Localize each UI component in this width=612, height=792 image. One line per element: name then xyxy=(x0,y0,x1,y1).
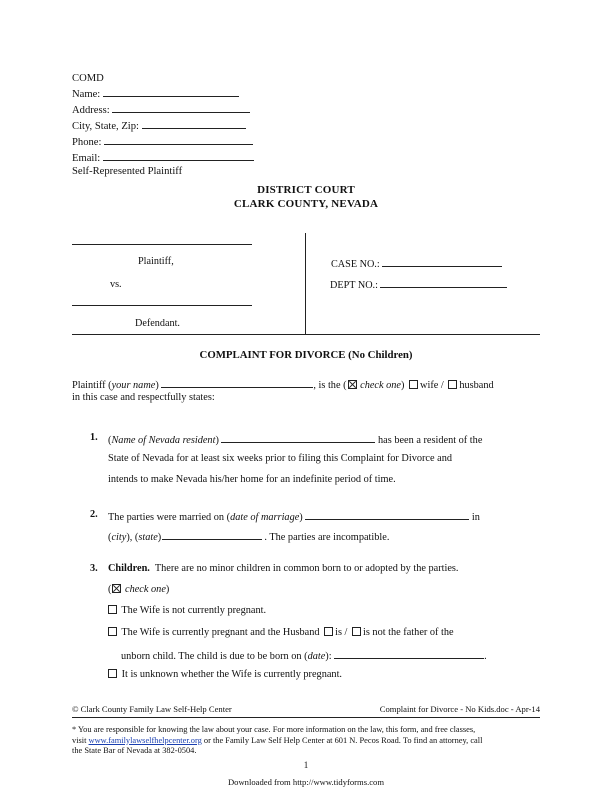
resident-name-line[interactable] xyxy=(221,432,375,443)
not-pregnant-checkbox[interactable] xyxy=(108,605,117,614)
filer-role: Self-Represented Plaintiff xyxy=(72,166,183,178)
phone-line[interactable] xyxy=(104,134,253,145)
document-title: COMPLAINT FOR DIVORCE (No Children) xyxy=(199,349,413,361)
footer-left: © Clark County Family Law Self-Help Center xyxy=(72,704,232,714)
item-3-check-hint: ( check one) xyxy=(108,584,170,595)
is-father-checkbox[interactable] xyxy=(324,627,333,636)
due-date-line[interactable] xyxy=(334,648,484,659)
address-field[interactable]: Address: xyxy=(72,102,254,118)
plaintiff-label: Plaintiff, xyxy=(138,256,174,267)
children-heading: Children. xyxy=(108,563,150,574)
city-line[interactable] xyxy=(162,529,262,540)
footer-rule xyxy=(72,717,540,718)
plaintiff-line[interactable] xyxy=(72,244,252,245)
dept-no-line[interactable] xyxy=(380,277,507,288)
city-state-zip-line[interactable] xyxy=(142,118,246,129)
defendant-label: Defendant. xyxy=(135,318,180,329)
vs-label: vs. xyxy=(110,279,122,290)
item-2-line-2: (city), (state) . The parties are incompatible. xyxy=(108,529,389,543)
caption-bottom-rule xyxy=(72,334,540,335)
defendant-line[interactable] xyxy=(72,305,252,306)
checked-box-icon xyxy=(112,584,121,593)
unknown-pregnancy-checkbox[interactable] xyxy=(108,669,117,678)
footer-note: * You are responsible for knowing the law about your case. For more information on the law, this form, and free classes, visit www.familylawselfhelpcenter.org or the Family Law Self Help Center at 601 N. Pecos Road. To find an attorney, call the State Bar of Nevada at 382-0504. xyxy=(72,725,483,756)
item-2-line-1: The parties were married on (date of marriage) in xyxy=(108,509,480,523)
option-pregnant[interactable]: The Wife is currently pregnant and the Husband is / is not the father of the xyxy=(106,627,454,638)
court-name: DISTRICT COURT xyxy=(257,184,355,196)
item-3-number: 3. xyxy=(90,563,98,574)
husband-checkbox[interactable] xyxy=(448,380,457,389)
item-3-line-1: Children. There are no minor children in common born to or adopted by the parties. xyxy=(108,563,459,574)
name-field[interactable]: Name: xyxy=(72,86,254,102)
marriage-date-line[interactable] xyxy=(305,509,469,520)
dept-no-field[interactable]: DEPT NO.: xyxy=(330,277,507,291)
checked-box-icon xyxy=(348,380,357,389)
is-not-father-checkbox[interactable] xyxy=(352,627,361,636)
email-line[interactable] xyxy=(103,150,254,161)
pregnant-checkbox[interactable] xyxy=(108,627,117,636)
your-name-line[interactable] xyxy=(161,377,313,388)
option-unknown[interactable]: It is unknown whether the Wife is currently pregnant. xyxy=(106,669,342,680)
court-county: CLARK COUNTY, NEVADA xyxy=(233,198,379,210)
form-code: COMD xyxy=(72,73,104,84)
option-not-pregnant[interactable]: The Wife is not currently pregnant. xyxy=(106,605,266,616)
intro-line-2: in this case and respectfully states: xyxy=(72,392,215,403)
wife-checkbox[interactable] xyxy=(409,380,418,389)
case-no-line[interactable] xyxy=(382,256,502,267)
option-pregnant-line-2: unborn child. The child is due to be born on (date): . xyxy=(121,648,487,662)
case-no-field[interactable]: CASE NO.: xyxy=(331,256,502,270)
address-line[interactable] xyxy=(112,102,250,113)
page-number: 1 xyxy=(303,760,309,770)
phone-field[interactable]: Phone: xyxy=(72,134,254,150)
city-state-zip-field[interactable]: City, State, Zip: xyxy=(72,118,254,134)
download-notice: Downloaded from http://www.tidyforms.com xyxy=(227,777,385,787)
item-1-line-3: intends to make Nevada his/her home for an indefinite period of time. xyxy=(108,474,396,485)
item-1-number: 1. xyxy=(90,432,98,443)
filer-info xyxy=(72,72,254,179)
footer-right: Complaint for Divorce - No Kids.doc - Apr-14 xyxy=(379,704,540,714)
intro-line: Plaintiff (your name) , is the ( check one) wife / husband xyxy=(72,377,494,391)
item-2-number: 2. xyxy=(90,509,98,520)
item-1-line-2: State of Nevada for at least six weeks prior to filing this Complaint for Divorce and xyxy=(108,453,453,464)
tidyforms-link[interactable]: http://www.tidyforms.com xyxy=(292,777,385,787)
item-1-line-1: (Name of Nevada resident) has been a resident of the xyxy=(108,432,536,446)
caption-divider xyxy=(305,233,306,335)
email-field[interactable]: Email: xyxy=(72,150,254,166)
help-center-link[interactable]: www.familylawselfhelpcenter.org xyxy=(88,735,202,745)
name-line[interactable] xyxy=(103,86,239,97)
